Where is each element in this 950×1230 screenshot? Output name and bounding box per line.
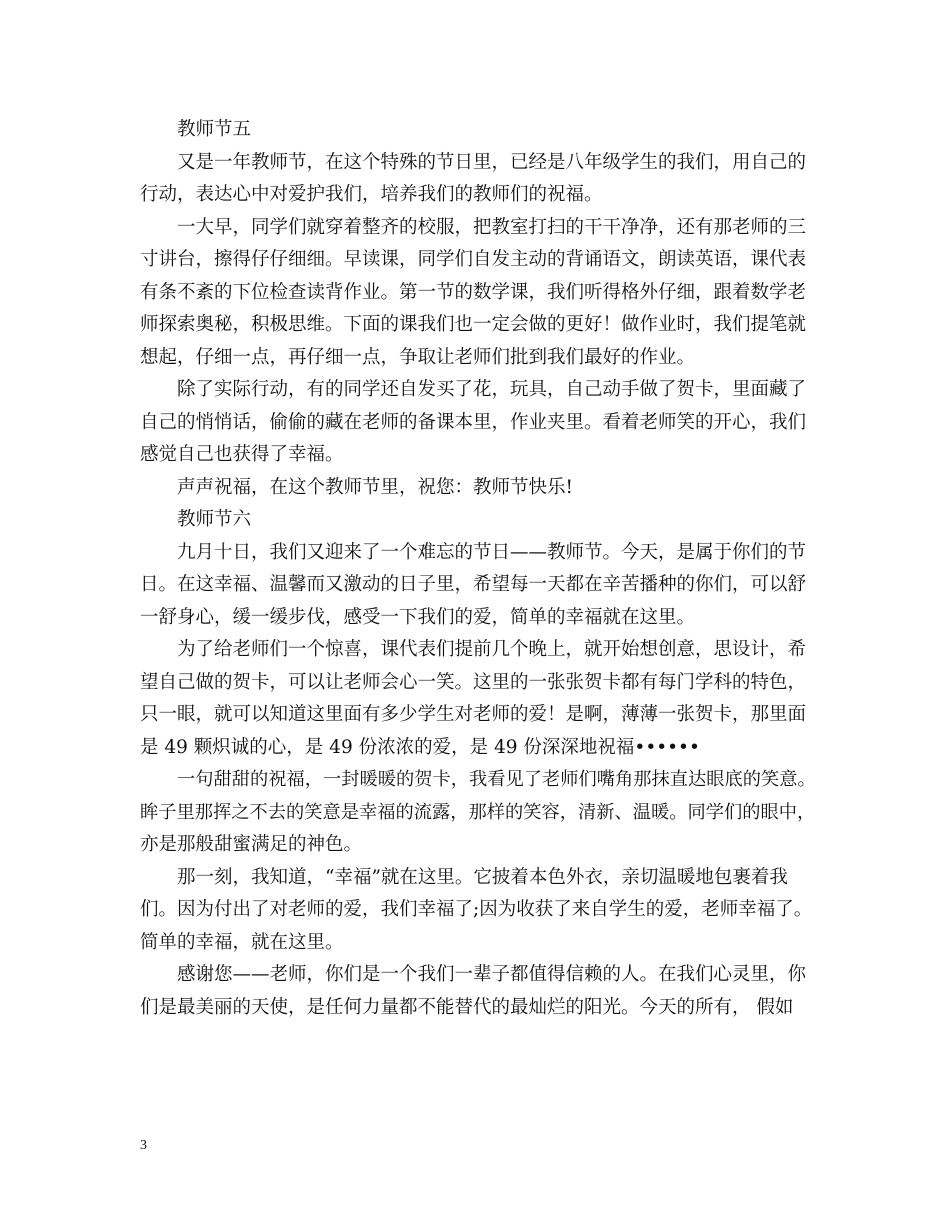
text-line: 想起，仔细一点，再仔细一点，争取让老师们批到我们最好的作业。 xyxy=(140,346,696,368)
text-line: 为了给老师们一个惊喜，课代表们提前几个晚上，就开始想创意，思设计，希 xyxy=(177,639,807,660)
text-line: 寸讲台，擦得仔仔细细。早读课，同学们自发主动的背诵语文，朗读英语，课代表 xyxy=(140,249,807,270)
text-line: 九月十日，我们又迎来了一个难忘的节日——教师节。今天，是属于你们的节 xyxy=(177,541,807,563)
text-line: 们是最美丽的天使，是任何力量都不能替代的最灿烂的阳光。今天的所有， 假如 xyxy=(140,996,794,1018)
page-number: 3 xyxy=(140,1138,147,1153)
text-line: 教师节六 xyxy=(177,509,252,530)
text-line: 行动，表达心中对爱护我们，培养我们的教师们的祝福。 xyxy=(140,184,603,205)
text-line: 自己的悄悄话，偷偷的藏在老师的备课本里，作业夹里。看着老师笑的开心，我们 xyxy=(140,411,807,433)
text-line: 只一眼，就可以知道这里面有多少学生对老师的爱！是啊，薄薄一张贺卡，那里面 xyxy=(140,704,807,725)
text-line: 师探索奥秘，积极思维。下面的课我们也一定会做的更好！做作业时，我们提笔就 xyxy=(140,314,807,335)
text-line: 教师节五 xyxy=(177,119,252,140)
text-line: 简单的幸福，就在这里。 xyxy=(140,931,344,953)
text-line: 声声祝福，在这个教师节里，祝您：教师节快乐! xyxy=(177,476,573,498)
text-line: 是 49 颗炽诚的心，是 49 份浓浓的爱，是 49 份深深地祝福•••••• xyxy=(140,736,700,758)
text-line: 望自己做的贺卡，可以让老师会心一笑。这里的一张张贺卡都有每门学科的特色， xyxy=(140,671,807,693)
text-line: 有条不紊的下位检查读背作业。第一节的数学课，我们听得格外仔细，跟着数学老 xyxy=(140,281,807,303)
text-line: 一舒身心，缓一缓步伐，感受一下我们的爱，简单的幸福就在这里。 xyxy=(140,606,696,628)
text-line: 一大早，同学们就穿着整齐的校服，把教室打扫的干干净净，还有那老师的三 xyxy=(177,216,807,238)
document-body xyxy=(140,114,820,1024)
text-line: 那一刻，我知道，“幸福”就在这里。它披着本色外衣，亲切温暖地包裹着我 xyxy=(177,866,788,888)
text-line: 亦是那般甜蜜满足的神色。 xyxy=(140,834,363,855)
text-line: 们。因为付出了对老师的爱，我们幸福了;因为收获了来自学生的爱，老师幸福了。 xyxy=(140,899,813,920)
text-line: 又是一年教师节，在这个特殊的节日里，已经是八年级学生的我们，用自己的 xyxy=(177,151,807,173)
text-line: 眸子里那挥之不去的笑意是幸福的流露，那样的笑容，清新、温暖。同学们的眼中， xyxy=(140,801,816,823)
text-line: 一句甜甜的祝福，一封暖暖的贺卡，我看见了老师们嘴角那抹直达眼底的笑意。 xyxy=(177,769,816,790)
text-line: 感觉自己也获得了幸福。 xyxy=(140,444,344,465)
text-line: 除了实际行动，有的同学还自发买了花，玩具，自己动手做了贺卡，里面藏了 xyxy=(177,379,807,400)
text-line: 日。在这幸福、温馨而又激动的日子里，希望每一天都在辛苦播种的你们，可以舒 xyxy=(140,574,807,595)
text-line: 感谢您——老师，你们是一个我们一辈子都值得信赖的人。在我们心灵里，你 xyxy=(177,964,807,985)
